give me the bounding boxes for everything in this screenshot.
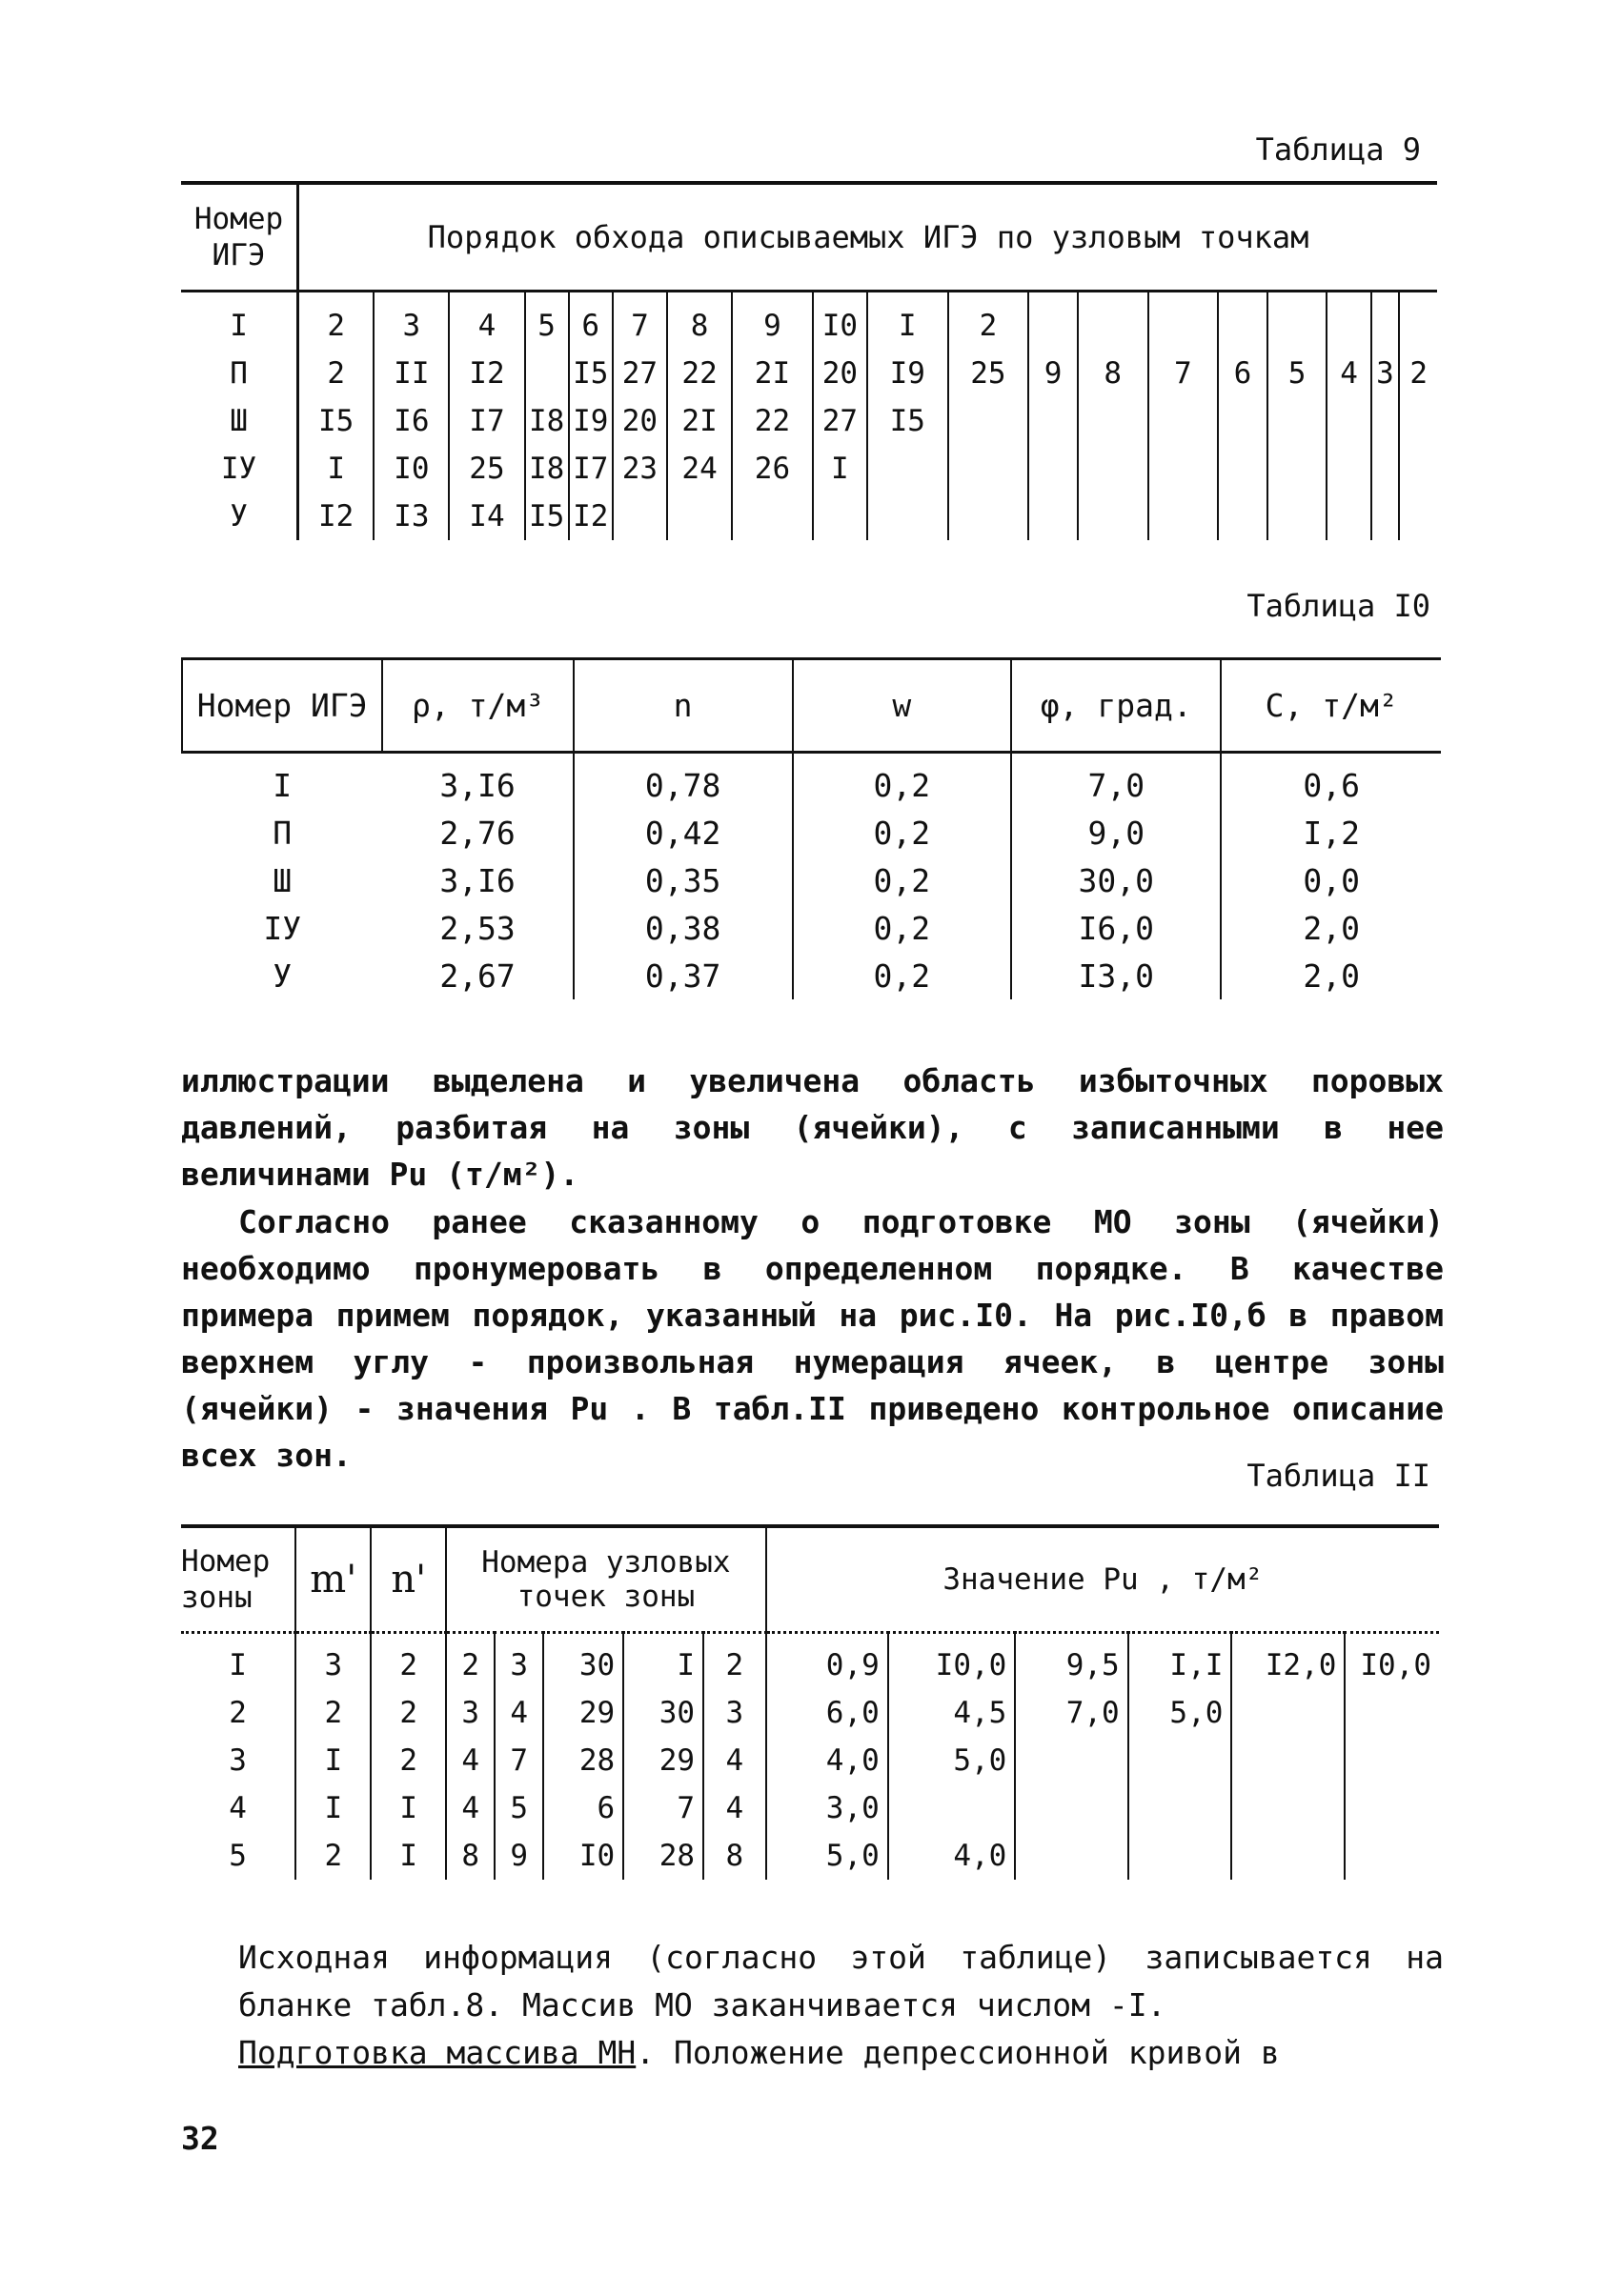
t10-cell: I6,0 bbox=[1011, 904, 1221, 952]
t9-row-number: Ш bbox=[181, 397, 298, 445]
t11-n: 2 bbox=[371, 1737, 446, 1784]
t11-value bbox=[1231, 1689, 1345, 1737]
t11-value: 7,0 bbox=[1015, 1689, 1127, 1737]
t10-cell: 0,2 bbox=[793, 856, 1012, 904]
t9-cell: I8 bbox=[525, 445, 569, 493]
t11-header-points: Номера узловых точек зоны bbox=[446, 1526, 766, 1633]
t10-cell: I3,0 bbox=[1011, 952, 1221, 999]
t9-cell bbox=[948, 397, 1029, 445]
t11-row bbox=[181, 1689, 1439, 1737]
t9-body bbox=[181, 292, 1437, 541]
t10-row bbox=[182, 809, 1441, 856]
t9-cell: I bbox=[298, 445, 375, 493]
t9-cell: 7 bbox=[613, 292, 667, 351]
t9-cell bbox=[1148, 445, 1219, 493]
t9-cell: I0 bbox=[374, 445, 449, 493]
table9-caption: Таблица 9 bbox=[1255, 131, 1421, 168]
t11-value bbox=[1015, 1832, 1127, 1880]
t11-row bbox=[181, 1737, 1439, 1784]
t11-n: I bbox=[371, 1784, 446, 1832]
t9-row bbox=[181, 350, 1437, 397]
t11-value: 5,0 bbox=[766, 1832, 888, 1880]
t10-header-cell: w bbox=[793, 659, 1012, 753]
t11-header-values: Значение Pu , т/м² bbox=[766, 1526, 1439, 1633]
t10-cell: 0,78 bbox=[574, 753, 793, 810]
t11-value bbox=[1231, 1737, 1345, 1784]
t9-cell: 3 bbox=[374, 292, 449, 351]
t9-cell: I0 bbox=[813, 292, 867, 351]
t9-cell: I4 bbox=[449, 493, 524, 540]
t11-value: 3,0 bbox=[766, 1784, 888, 1832]
t11-point: 4 bbox=[703, 1737, 766, 1784]
t9-cell: 24 bbox=[667, 445, 732, 493]
t9-cell bbox=[1399, 397, 1437, 445]
t11-value bbox=[1128, 1737, 1232, 1784]
t10-row bbox=[182, 753, 1441, 810]
t9-cell bbox=[1218, 397, 1267, 445]
t9-cell bbox=[1267, 292, 1327, 351]
t11-row bbox=[181, 1633, 1439, 1690]
t9-cell bbox=[948, 493, 1029, 540]
t11-value: 6,0 bbox=[766, 1689, 888, 1737]
t9-cell bbox=[1148, 292, 1219, 351]
t11-n: 2 bbox=[371, 1633, 446, 1690]
t11-point: 30 bbox=[543, 1633, 623, 1690]
t11-header-n: n' bbox=[371, 1526, 446, 1633]
t11-point: I bbox=[623, 1633, 703, 1690]
t10-header-cell: ρ, т/м³ bbox=[382, 659, 573, 753]
t9-cell bbox=[1078, 292, 1148, 351]
t11-point: 29 bbox=[623, 1737, 703, 1784]
t9-cell bbox=[667, 493, 732, 540]
t10-cell: 0,38 bbox=[574, 904, 793, 952]
t10-cell: 30,0 bbox=[1011, 856, 1221, 904]
table-11 bbox=[181, 1524, 1439, 1880]
t9-cell bbox=[1327, 493, 1370, 540]
t11-value: I0,0 bbox=[888, 1633, 1016, 1690]
t9-cell: I5 bbox=[867, 397, 948, 445]
t9-header-number: Номер ИГЭ bbox=[181, 183, 298, 292]
t10-header-row bbox=[182, 659, 1441, 753]
t9-cell: 3 bbox=[1371, 350, 1400, 397]
t11-point: 6 bbox=[543, 1784, 623, 1832]
t10-cell: 2,0 bbox=[1303, 957, 1360, 995]
t9-row-number: IУ bbox=[181, 445, 298, 493]
t9-cell bbox=[1399, 445, 1437, 493]
t11-point: 8 bbox=[703, 1832, 766, 1880]
t11-value bbox=[1128, 1784, 1232, 1832]
t9-cell: 6 bbox=[1218, 350, 1267, 397]
t9-cell: 9 bbox=[1028, 350, 1078, 397]
t9-cell: I5 bbox=[298, 397, 375, 445]
t9-cell: 27 bbox=[613, 350, 667, 397]
t11-point: 5 bbox=[495, 1784, 543, 1832]
t11-m: 3 bbox=[295, 1633, 371, 1690]
t11-n: I bbox=[371, 1832, 446, 1880]
t9-cell: 2 bbox=[298, 292, 375, 351]
t11-value: I0,0 bbox=[1360, 1648, 1431, 1682]
t9-cell: I9 bbox=[569, 397, 613, 445]
t9-cell: 4 bbox=[449, 292, 524, 351]
t11-m: I bbox=[295, 1737, 371, 1784]
t11-value bbox=[888, 1784, 1016, 1832]
t10-cell: 0,35 bbox=[574, 856, 793, 904]
t11-value bbox=[1015, 1737, 1127, 1784]
t11-row bbox=[181, 1784, 1439, 1832]
t9-cell bbox=[1371, 445, 1400, 493]
t10-cell: 2,0 bbox=[1303, 909, 1360, 947]
t9-cell: 25 bbox=[449, 445, 524, 493]
t9-cell: I6 bbox=[374, 397, 449, 445]
paragraph-numbering: Согласно ранее сказанному о подготовке MO зоны (ячейки) необходимо пронумеровать в определенном порядке. В качестве примера примем порядок, указанный на рис.I0. На рис.I0,б в правом верхнем углу - произвольная нумерация ячеек, в центре зоны (ячейки) - значения Pu . В табл.II приведено контрольное описание всех зон. bbox=[181, 1203, 1444, 1474]
t10-cell: 0,2 bbox=[793, 809, 1012, 856]
t11-point: 7 bbox=[623, 1784, 703, 1832]
t10-cell: 0,2 bbox=[793, 952, 1012, 999]
t9-row-number: П bbox=[181, 350, 298, 397]
t10-cell: I,2 bbox=[1303, 814, 1360, 852]
t9-cell bbox=[1148, 493, 1219, 540]
t9-cell: I8 bbox=[525, 397, 569, 445]
t11-point: 3 bbox=[446, 1689, 495, 1737]
t9-cell bbox=[1218, 493, 1267, 540]
t11-row bbox=[181, 1832, 1439, 1880]
t11-point: 9 bbox=[495, 1832, 543, 1880]
t11-value bbox=[1345, 1832, 1439, 1880]
t10-cell: 2,76 bbox=[382, 809, 573, 856]
t11-point: I0 bbox=[543, 1832, 623, 1880]
t10-cell: П bbox=[273, 814, 293, 852]
t11-header-zone: Номер зоны bbox=[181, 1526, 295, 1633]
t9-cell bbox=[525, 350, 569, 397]
t9-cell bbox=[1078, 445, 1148, 493]
t10-header-cell: φ, град. bbox=[1011, 659, 1221, 753]
t9-cell: I7 bbox=[449, 397, 524, 445]
t10-cell: 0,2 bbox=[793, 753, 1012, 810]
t11-value bbox=[1345, 1737, 1439, 1784]
t9-cell: 26 bbox=[732, 445, 813, 493]
t9-row-number: У bbox=[181, 493, 298, 540]
t10-cell: Ш bbox=[273, 861, 293, 899]
t11-point: 28 bbox=[543, 1737, 623, 1784]
t10-cell: У bbox=[273, 957, 293, 995]
t9-cell bbox=[1218, 292, 1267, 351]
t11-value: 4,0 bbox=[766, 1737, 888, 1784]
t11-value: 4,5 bbox=[888, 1689, 1016, 1737]
t10-cell: 0,6 bbox=[1303, 766, 1360, 804]
t11-point: 7 bbox=[495, 1737, 543, 1784]
t9-cell: II bbox=[374, 350, 449, 397]
t11-n: 2 bbox=[371, 1689, 446, 1737]
t9-cell: 23 bbox=[613, 445, 667, 493]
t9-cell: 22 bbox=[667, 350, 732, 397]
t9-cell: 2I bbox=[667, 397, 732, 445]
t10-cell: IУ bbox=[263, 909, 302, 947]
t9-cell: 22 bbox=[732, 397, 813, 445]
t9-cell: I2 bbox=[449, 350, 524, 397]
t9-cell: I3 bbox=[374, 493, 449, 540]
t11-m: 2 bbox=[295, 1689, 371, 1737]
t9-cell bbox=[1078, 493, 1148, 540]
t10-cell: I bbox=[273, 766, 293, 804]
t9-cell: I2 bbox=[569, 493, 613, 540]
t11-zone: I bbox=[181, 1633, 295, 1690]
t11-value bbox=[1128, 1832, 1232, 1880]
t9-header-title: Порядок обхода описываемых ИГЭ по узловым точкам bbox=[298, 183, 1437, 292]
t9-row bbox=[181, 445, 1437, 493]
t11-value bbox=[1015, 1784, 1127, 1832]
t9-cell: 20 bbox=[613, 397, 667, 445]
table-9 bbox=[181, 181, 1437, 540]
t9-cell bbox=[1218, 445, 1267, 493]
t10-cell: 3,I6 bbox=[382, 856, 573, 904]
t11-zone: 4 bbox=[181, 1784, 295, 1832]
t9-cell: 5 bbox=[525, 292, 569, 351]
table-10 bbox=[181, 657, 1441, 999]
t9-cell bbox=[1371, 493, 1400, 540]
t11-header-m: m' bbox=[295, 1526, 371, 1633]
t10-header-cell: n bbox=[574, 659, 793, 753]
t11-point: 4 bbox=[703, 1784, 766, 1832]
t10-row bbox=[182, 904, 1441, 952]
t9-cell bbox=[867, 493, 948, 540]
t9-cell bbox=[1148, 397, 1219, 445]
underlined-heading: Подготовка массива MH bbox=[238, 2034, 637, 2071]
t11-value bbox=[1231, 1784, 1345, 1832]
t10-header-cell: C, т/м² bbox=[1221, 659, 1441, 753]
t11-body bbox=[181, 1633, 1439, 1881]
t9-cell bbox=[1267, 397, 1327, 445]
page-number: 32 bbox=[181, 2120, 219, 2157]
t9-cell: 2 bbox=[948, 292, 1029, 351]
t9-cell: 7 bbox=[1148, 350, 1219, 397]
t10-cell: 2,67 bbox=[382, 952, 573, 999]
t10-cell: 0,37 bbox=[574, 952, 793, 999]
t9-row bbox=[181, 493, 1437, 540]
t11-point: 30 bbox=[623, 1689, 703, 1737]
t11-value bbox=[1231, 1832, 1345, 1880]
t9-cell bbox=[1078, 397, 1148, 445]
t9-cell bbox=[1028, 292, 1078, 351]
t11-value bbox=[1345, 1784, 1439, 1832]
t9-cell: 2I bbox=[732, 350, 813, 397]
t9-cell: 8 bbox=[1078, 350, 1148, 397]
t9-cell: I5 bbox=[569, 350, 613, 397]
t9-cell: 5 bbox=[1267, 350, 1327, 397]
t9-cell bbox=[1399, 292, 1437, 351]
t11-point: 4 bbox=[495, 1689, 543, 1737]
t9-cell bbox=[1371, 292, 1400, 351]
t10-row bbox=[182, 856, 1441, 904]
table10-caption: Таблица I0 bbox=[1246, 588, 1430, 624]
t11-point: 4 bbox=[446, 1737, 495, 1784]
t11-value bbox=[1345, 1689, 1439, 1737]
t9-cell: 9 bbox=[732, 292, 813, 351]
t11-value: 4,0 bbox=[888, 1832, 1016, 1880]
t9-cell: 25 bbox=[948, 350, 1029, 397]
t11-point: 3 bbox=[703, 1689, 766, 1737]
t11-point: 28 bbox=[623, 1832, 703, 1880]
paragraph-illustration: иллюстрации выделена и увеличена область избыточных поровых давлений, разбитая на зоны (ячейки), с записанными в нее величинами Pu (т/м²). bbox=[181, 1062, 1444, 1193]
t9-cell bbox=[1399, 493, 1437, 540]
t9-cell bbox=[1028, 493, 1078, 540]
t9-cell bbox=[1267, 493, 1327, 540]
t9-cell: I5 bbox=[525, 493, 569, 540]
t9-cell bbox=[1327, 397, 1370, 445]
t9-row-number: I bbox=[181, 292, 298, 351]
t9-cell bbox=[867, 445, 948, 493]
t9-cell bbox=[613, 493, 667, 540]
paragraph-array-mh bbox=[238, 2029, 1444, 2077]
t11-point: 2 bbox=[446, 1633, 495, 1690]
t9-cell bbox=[1327, 445, 1370, 493]
t9-cell: 8 bbox=[667, 292, 732, 351]
t9-cell: I bbox=[813, 445, 867, 493]
t11-value: I,I bbox=[1128, 1633, 1232, 1690]
t9-cell: I9 bbox=[867, 350, 948, 397]
paragraph-array-mh-rest: . Положение депрессионной кривой в bbox=[636, 2034, 1280, 2071]
t11-point: 8 bbox=[446, 1832, 495, 1880]
t9-cell: 2 bbox=[298, 350, 375, 397]
t11-point: 2 bbox=[703, 1633, 766, 1690]
t11-zone: 2 bbox=[181, 1689, 295, 1737]
t11-zone: 5 bbox=[181, 1832, 295, 1880]
table11-caption: Таблица II bbox=[1246, 1458, 1430, 1494]
t9-cell bbox=[1327, 292, 1370, 351]
t9-row bbox=[181, 292, 1437, 351]
t9-cell bbox=[813, 493, 867, 540]
t10-cell: 2,53 bbox=[382, 904, 573, 952]
t11-m: I bbox=[295, 1784, 371, 1832]
t9-cell bbox=[948, 445, 1029, 493]
t9-cell: 2 bbox=[1409, 356, 1428, 391]
paragraph-initial-info: Исходная информация (согласно этой таблице) записывается на бланке табл.8. Массив MO заканчивается числом -I. bbox=[238, 1939, 1444, 2024]
t11-m: 2 bbox=[295, 1832, 371, 1880]
t9-cell bbox=[1028, 445, 1078, 493]
t10-body bbox=[182, 753, 1441, 1000]
t9-cell bbox=[732, 493, 813, 540]
t11-point: 29 bbox=[543, 1689, 623, 1737]
t11-value: 0,9 bbox=[766, 1633, 888, 1690]
t9-cell: 4 bbox=[1327, 350, 1370, 397]
t11-value: 5,0 bbox=[1128, 1689, 1232, 1737]
t10-cell: 0,42 bbox=[574, 809, 793, 856]
t9-cell: I7 bbox=[569, 445, 613, 493]
t10-cell: 0,0 bbox=[1303, 861, 1360, 899]
t9-cell: I bbox=[867, 292, 948, 351]
t9-cell bbox=[1371, 397, 1400, 445]
t10-cell: 9,0 bbox=[1011, 809, 1221, 856]
t10-header-cell: Номер ИГЭ bbox=[182, 659, 382, 753]
t11-value: 5,0 bbox=[888, 1737, 1016, 1784]
t10-cell: 0,2 bbox=[793, 904, 1012, 952]
t9-cell: 20 bbox=[813, 350, 867, 397]
t11-point: 4 bbox=[446, 1784, 495, 1832]
t11-zone: 3 bbox=[181, 1737, 295, 1784]
t9-cell: 6 bbox=[569, 292, 613, 351]
t9-cell bbox=[1267, 445, 1327, 493]
t10-cell: 3,I6 bbox=[382, 753, 573, 810]
t9-cell: 27 bbox=[813, 397, 867, 445]
t10-row bbox=[182, 952, 1441, 999]
t11-point: 3 bbox=[495, 1633, 543, 1690]
t9-cell: I2 bbox=[298, 493, 375, 540]
t11-value: 9,5 bbox=[1015, 1633, 1127, 1690]
t10-cell: 7,0 bbox=[1011, 753, 1221, 810]
t9-row bbox=[181, 397, 1437, 445]
t9-cell bbox=[1028, 397, 1078, 445]
t11-value: I2,0 bbox=[1231, 1633, 1345, 1690]
